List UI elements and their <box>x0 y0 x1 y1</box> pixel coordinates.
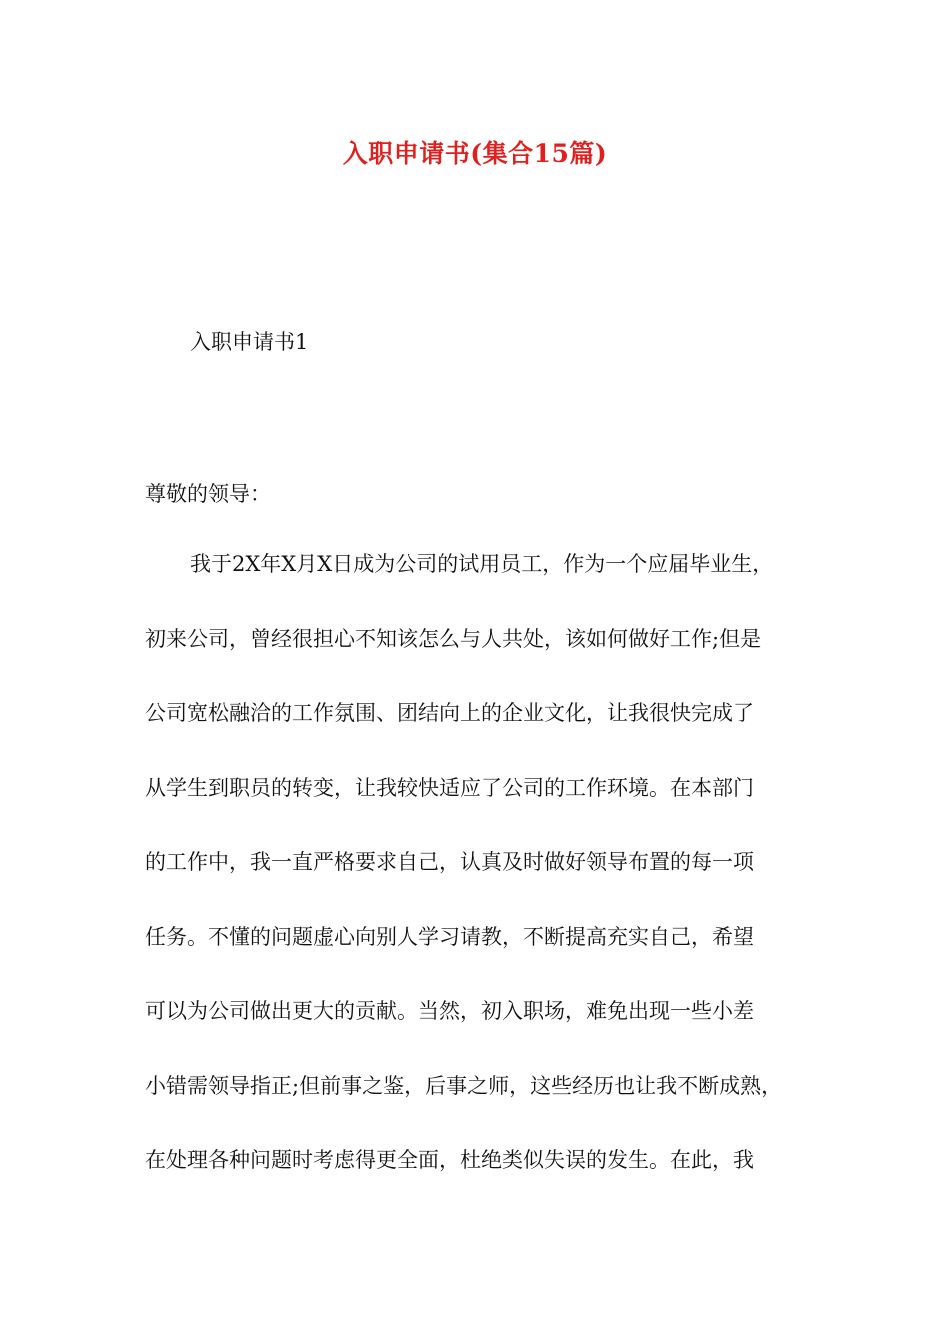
paragraph-line: 我于2X年X月X日成为公司的试用员工，作为一个应届毕业生， <box>190 552 774 576</box>
paragraph-line: 在处理各种问题时考虑得更全面，杜绝类似失误的发生。在此，我 <box>145 1148 754 1172</box>
salutation: 尊敬的领导： <box>145 482 271 506</box>
paragraph-line: 可以为公司做出更大的贡献。当然，初入职场，难免出现一些小差 <box>145 999 754 1023</box>
document-title: 入职申请书(集合15篇) <box>342 139 608 168</box>
paragraph-line: 任务。不懂的问题虚心向别人学习请教，不断提高充实自己，希望 <box>145 924 754 949</box>
paragraph-line: 的工作中，我一直严格要求自己，认真及时做好领导布置的每一项 <box>145 850 754 874</box>
paragraph-line: 小错需领导指正;但前事之鉴，后事之师，这些经历也让我不断成熟， <box>145 1073 783 1098</box>
body-paragraph <box>145 548 835 1219</box>
paragraph-line: 初来公司，曾经很担心不知该怎么与人共处，该如何做好工作;但是 <box>145 626 762 651</box>
section-heading: 入职申请书1 <box>190 330 309 354</box>
paragraph-line: 从学生到职员的转变，让我较快适应了公司的工作环境。在本部门 <box>145 775 754 800</box>
paragraph-line: 公司宽松融洽的工作氛围、团结向上的企业文化，让我很快完成了 <box>145 701 754 725</box>
